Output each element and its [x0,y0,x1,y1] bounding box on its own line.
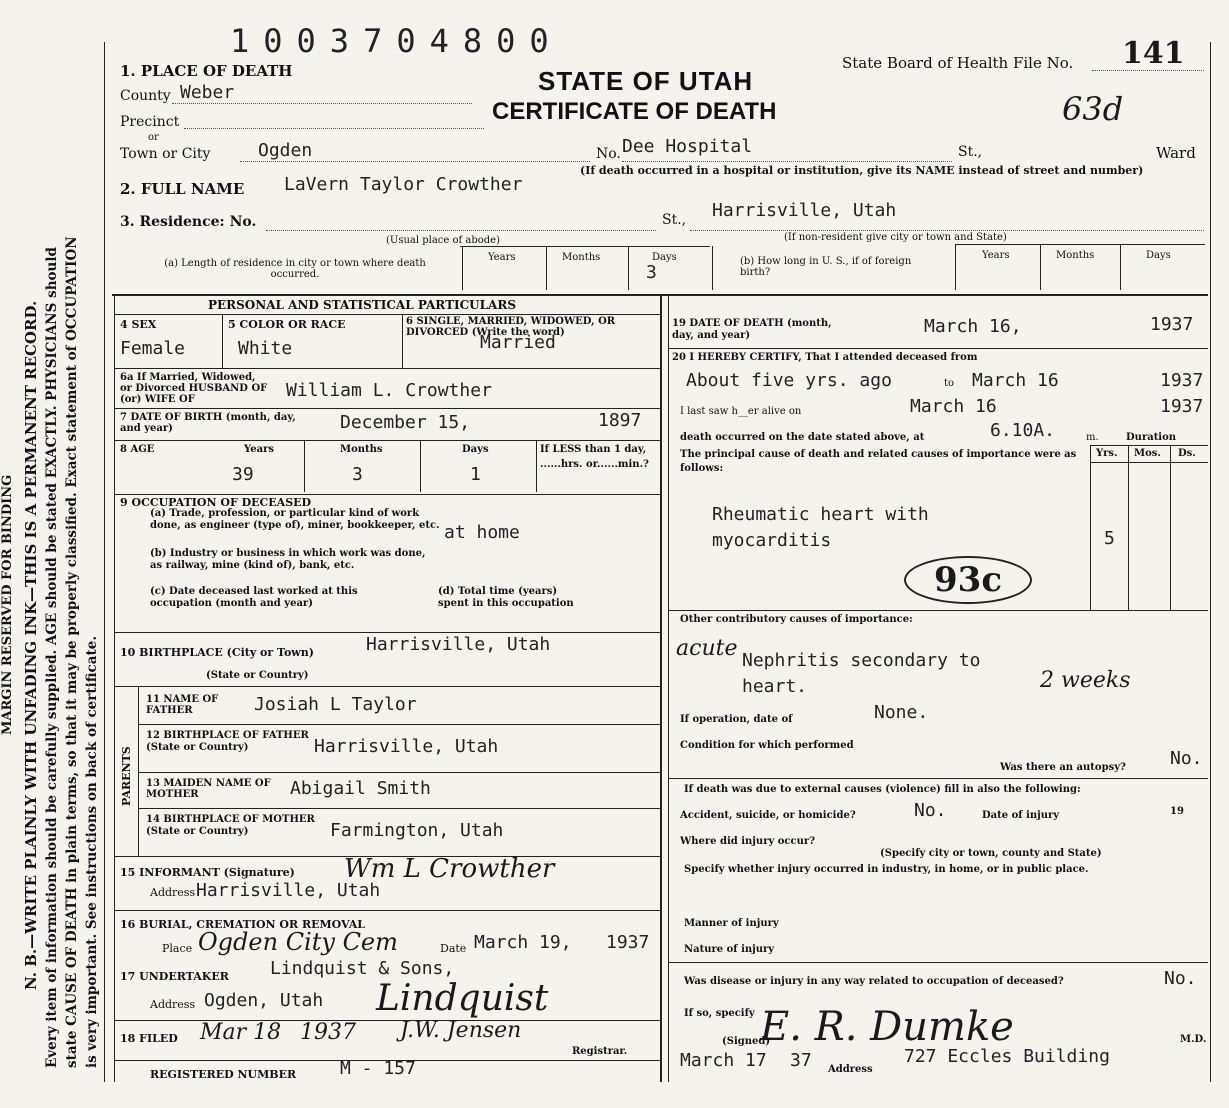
father-birthplace-label: 12 BIRTHPLACE OF FATHER (State or Country) [146,730,309,753]
last-saw-year: 1937 [1160,396,1204,417]
undertaker-address-label: Address [150,998,196,1011]
marital-value: Married [480,332,556,353]
accident-label: Accident, suicide, or homicide? [680,810,856,821]
cause-label: The principal cause of death and related causes of importance were as follows: [680,449,1077,474]
left-panel-left [114,296,115,1082]
nature-line [668,962,1208,963]
file-sub-number: 63d [1062,90,1124,128]
residence-st-label: St., [662,212,687,228]
cause-years: 5 [1104,528,1115,549]
us-months-label: Months [1056,250,1095,261]
precinct-line [184,128,484,129]
precinct-label: Precinct [120,114,180,130]
autopsy-label: Was there an autopsy? [1000,762,1126,773]
burial-year: 1937 [606,932,650,953]
sex-label: 4 SEX [120,318,157,331]
st-label: St., [958,144,983,160]
row10-line [114,686,660,687]
occupation-c-label: (c) Date deceased last worked at this occupation (month and year) [150,586,358,609]
res-col3 [628,246,629,290]
informant-address: Harrisville, Utah [196,880,381,901]
autopsy-value: No. [1170,748,1203,769]
birthplace-state-label: (State or Country) [206,670,309,681]
duration-top [1090,445,1208,446]
color-label: 5 COLOR OR RACE [228,318,346,331]
res-col2 [546,246,547,290]
margin-instructions-line2: state CAUSE OF DEATH in plain terms, so that it may be properly classified. Exact statement of OCCUPATION [64,236,80,1068]
row9-line [114,632,660,633]
us-col1 [955,244,956,290]
attended-from: About five yrs. ago [686,370,892,391]
us-years-label: Years [982,250,1010,261]
cause-2: myocarditis [712,530,832,551]
burial-date: March 19, [474,932,572,953]
mother-label: 13 MAIDEN NAME OF MOTHER [146,778,271,800]
duration-label: Duration [1126,432,1177,443]
full-name-value: LaVern Taylor Crowther [284,174,523,195]
residence-value: Harrisville, Utah [712,200,897,221]
ward-label: Ward [1156,144,1196,162]
date-of-death-year: 1937 [1150,314,1194,335]
cause-code: 93c [904,556,1032,604]
age-col2 [420,440,421,492]
age-months-label: Months [340,444,383,455]
md-label: M.D. [1180,1034,1207,1045]
occupation-b-label: (b) Industry or business in which work was done, as railway, mine (kind of), bank, etc. [150,548,426,571]
personal-heading: PERSONAL AND STATISTICAL PARTICULARS [208,298,517,312]
county-label: County [120,88,171,104]
dob-label: 7 DATE OF BIRTH (month, day, and year) [120,412,296,434]
row6a-line [114,408,660,409]
file-number: 141 [1122,36,1185,71]
specify-place-label: Specify whether injury occurred in industry, in home, or in public place. [684,864,1089,875]
dob-value: December 15, [340,412,471,433]
father-value: Josiah L Taylor [254,694,417,715]
death-occurred-label: death occurred on the date stated above, at [680,432,925,443]
if-so-label: If so, specify [684,1008,755,1019]
duration-col3 [1170,445,1171,610]
dur-mos-label: Mos. [1134,448,1161,459]
occupation-label: 9 OCCUPATION OF DECEASED [120,496,312,509]
undertaker-address: Ogden, Utah [204,990,324,1011]
acute-note: acute [676,636,738,661]
operation-value: None. [874,702,929,723]
row13-line [138,808,660,809]
file-number-label: State Board of Health File No. [842,54,1074,72]
autopsy-line [668,778,1208,779]
specify-city-label: (Specify city or town, county and State) [880,848,1102,859]
left-border [104,42,105,1082]
right-border [1210,42,1211,1082]
mother-value: Abigail Smith [290,778,431,799]
us-col2 [1040,244,1041,290]
duration-col2 [1128,445,1129,610]
manner-label: Manner of injury [684,918,779,929]
marital-label: 6 SINGLE, MARRIED, WIDOWED, OR DIVORCED (Write the word) [406,316,616,338]
external-causes-label: If death was due to external causes (violence) fill in also the following: [684,784,1081,795]
related-label: Was disease or injury in any way related to occupation of deceased? [684,976,1064,987]
burial-label: 16 BURIAL, CREMATION OR REMOVAL [120,918,366,931]
where-injury-label: Where did injury occur? [680,836,816,847]
other-cause-2: heart. [742,676,808,697]
res-col4 [712,246,713,290]
hospital-value: Dee Hospital [622,136,753,157]
us-residence-label: (b) How long in U. S., if of foreign birth? [740,256,912,278]
date-of-death-label: 19 DATE OF DEATH (month, day, and year) [672,318,832,341]
doctor-address: 727 Eccles Building [904,1046,1110,1067]
registrar-signature: J.W. Jensen [400,1018,522,1043]
other-cause-1: Nephritis secondary to [742,650,981,671]
accident-value: No. [914,800,947,821]
file-no-line [1092,70,1204,71]
other-causes-label: Other contributory causes of importance: [680,614,913,625]
row8-line [114,494,660,495]
age-years-value: 39 [232,464,254,485]
res-table-top2 [955,244,1205,245]
town-value: Ogden [258,140,313,161]
filed-year: 1937 [300,1020,356,1045]
to-label: to [944,378,955,389]
date-of-injury-label: Date of injury [982,810,1060,821]
row12-line [138,772,660,773]
birthplace-value: Harrisville, Utah [366,634,551,655]
registered-number-label: REGISTERED NUMBER [150,1068,297,1081]
doctor-address-label: Address [828,1064,873,1075]
county-line [172,103,472,104]
age-col3 [536,440,537,492]
res-months-label: Months [562,252,601,263]
filed-label: 18 FILED [120,1032,178,1045]
signed-year: 37 [790,1050,812,1071]
age-years-label: Years [244,444,275,455]
sex-value: Female [120,338,186,359]
attended-to: March 16 [972,370,1059,391]
no-label: No. [596,146,621,162]
cause-1: Rheumatic heart with [712,504,929,525]
residence-line2 [690,230,1204,231]
color-col [402,314,403,368]
sex-col [222,314,223,368]
less-than-day-label: If LESS than 1 day, ......hrs. or......min.? [540,444,649,470]
doctor-signature: E. R. Dumke [760,1004,1014,1050]
undertaker-label: 17 UNDERTAKER [120,970,229,983]
dob-year: 1897 [598,410,642,431]
us-days-label: Days [1146,250,1171,261]
injury-year-label: 19 [1170,806,1184,817]
nonresident-label: (If non-resident give city or town and State) [784,232,1007,243]
full-name-label: 2. FULL NAME [120,180,245,198]
length-of-residence-label: (a) Length of residence in city or town where death occurred. [164,258,426,280]
margin-binding-note: MARGIN RESERVED FOR BINDING [0,474,15,735]
age-days-value: 1 [470,464,481,485]
certificate-stamp-number: 1003704800 [230,22,563,60]
undertaker-signature: Lindquist [376,978,549,1019]
occupation-a-label: (a) Trade, profession, or particular kind of work done, as engineer (type of), miner, bookkeeper, etc. [150,508,440,531]
parents-col [138,686,139,856]
last-saw-date: March 16 [910,396,997,417]
margin-instructions-line1: Every item of information should be carefully supplied. AGE should be stated EXACTLY. PHYSICIANS should [44,247,60,1068]
related-value: No. [1164,968,1197,989]
age-days-label: Days [462,444,489,455]
mother-birthplace-value: Farmington, Utah [330,820,504,841]
left-panel-right [660,296,662,1082]
right-panel-left [668,296,669,1082]
attended-year: 1937 [1160,370,1204,391]
age-label: 8 AGE [120,444,155,455]
usual-abode-label: (Usual place of abode) [386,235,501,246]
or-label: or [148,132,159,143]
undertaker-value: Lindquist & Sons, [270,958,455,979]
spouse-label: 6a If Married, Widowed, or Divorced HUSBAND OF (or) WIFE OF [120,372,268,405]
res-years-label: Years [488,252,516,263]
signed-label: (Signed) [722,1036,771,1047]
residence-line [266,230,656,231]
condition-label: Condition for which performed [680,740,854,751]
county-value: Weber [180,82,235,103]
duration-col1 [1090,445,1091,610]
us-col3 [1120,244,1121,290]
signed-date: March 17 [680,1050,767,1071]
spouse-value: William L. Crowther [286,380,492,401]
age-col1 [304,440,305,492]
row19-line [668,348,1208,349]
row17-line [114,1020,660,1021]
death-time: 6.10A. [990,420,1056,441]
informant-signature: Wm L Crowther [344,854,555,884]
res-days-label: Days [652,252,677,263]
hospital-note: (If death occurred in a hospital or institution, give its NAME instead of street and number) [580,164,1144,177]
margin-permanent-record-note: N. B.—WRITE PLAINLY WITH UNFADING INK—THIS IS A PERMANENT RECORD. [22,300,40,990]
dur-yrs-label: Yrs. [1096,448,1118,459]
burial-place: Ogden City Cem [198,928,398,956]
personal-heading-line [114,314,660,315]
certificate-title: CERTIFICATE OF DEATH [492,98,777,125]
certify-label: 20 I HEREBY CERTIFY, That I attended deceased from [672,352,978,363]
father-birthplace-value: Harrisville, Utah [314,736,499,757]
m-label: m. [1086,432,1099,443]
duration-head-line [1090,462,1208,463]
res-table-top [460,246,710,247]
informant-label: 15 INFORMANT (Signature) [120,866,295,879]
residence-label: 3. Residence: No. [120,214,257,230]
occupation-d-label: (d) Total time (years) spent in this occupation [438,586,574,609]
res-days-value: 3 [646,262,657,283]
hospital-line [622,161,952,162]
burial-place-label: Place [162,942,193,955]
filed-date: Mar 18 [200,1020,282,1045]
town-label: Town or City [120,146,211,162]
informant-address-label: Address [150,886,196,899]
occupation-value: at home [444,522,520,543]
registered-number: M - 157 [340,1058,416,1079]
cause-end-line [668,610,1208,611]
other-duration: 2 weeks [1040,668,1131,693]
date-of-death: March 16, [924,316,1022,337]
color-value: White [238,338,293,359]
last-saw-label: I last saw h__er alive on [680,406,802,417]
row15-line [114,910,660,911]
row11-line [138,724,660,725]
father-label: 11 NAME OF FATHER [146,694,219,716]
place-of-death-label: 1. PLACE OF DEATH [120,62,293,80]
birthplace-label: 10 BIRTHPLACE (City or Town) [120,646,314,659]
state-title: STATE OF UTAH [538,66,754,96]
margin-instructions-line3: is very important. See instructions on back of certificate. [84,635,100,1068]
mother-birthplace-label: 14 BIRTHPLACE OF MOTHER (State or Country) [146,814,315,837]
nature-label: Nature of injury [684,944,775,955]
res-col1 [462,246,463,290]
parents-side-label: PARENTS [120,746,133,806]
operation-label: If operation, date of [680,714,793,725]
age-months-value: 3 [352,464,363,485]
dur-ds-label: Ds. [1178,448,1196,459]
burial-date-label: Date [440,942,467,955]
row7-line [114,440,660,441]
row6-line [114,368,660,369]
town-line [240,161,590,162]
registrar-label: Registrar. [572,1046,628,1057]
